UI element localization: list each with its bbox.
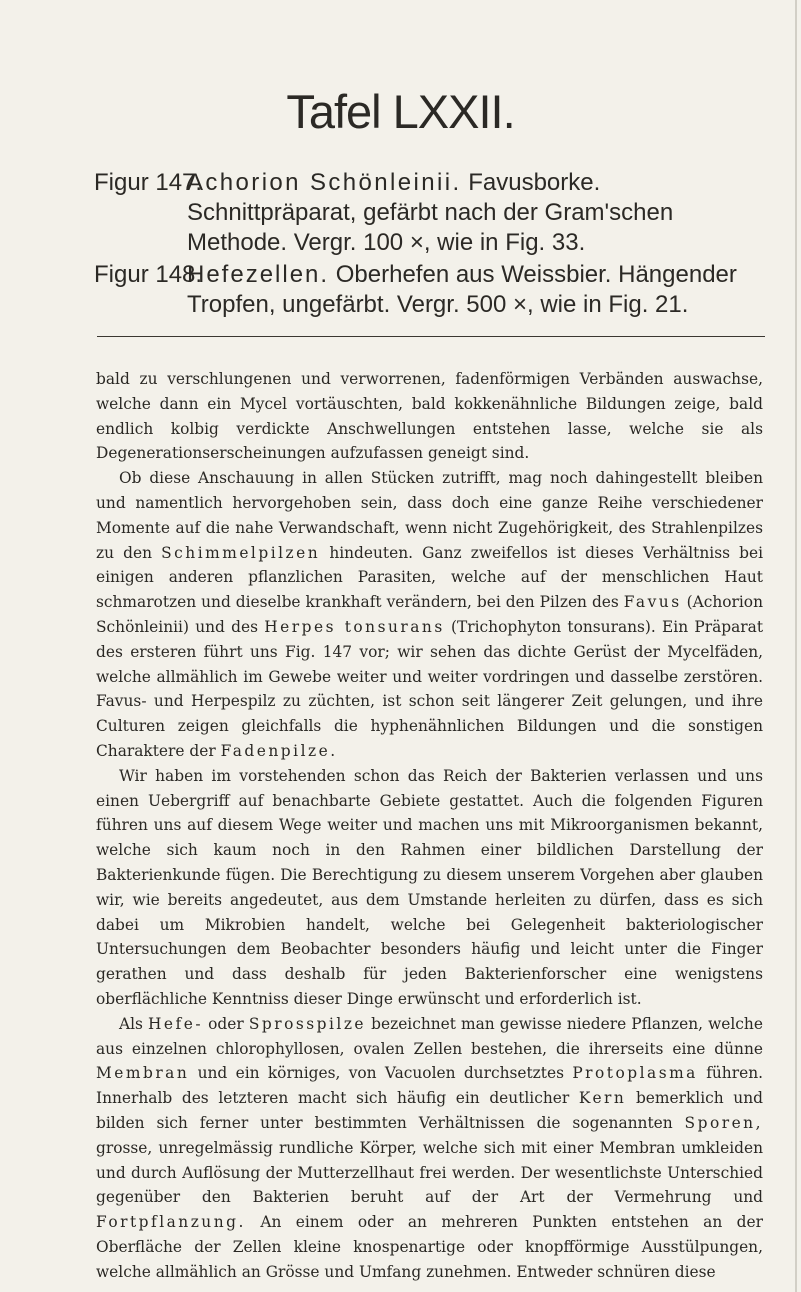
page-edge (795, 0, 797, 1292)
spaced-term: Sprosspilze (248, 1014, 367, 1033)
spaced-term: Fortpflanzung. (96, 1213, 246, 1232)
paragraph-1: bald zu verschlungenen und verworrenen, fadenförmigen Verbänden auswachse, welche dann ein Mycel vortäuschten, bald kokkenähnliche Bildungen zeige, bald endlich kolbig verdickte Anschwellungen entstehen lasse, welche sie als Degenerationserscheinungen aufzufassen geneigt sind. (96, 370, 763, 463)
spaced-term: Membran (96, 1064, 190, 1083)
text-run: Als (119, 1014, 143, 1033)
paragraph-2 (96, 466, 763, 764)
text-run: bemerklich und bilden sich ferner unter bestimmten Verhältnissen die sogenannten (96, 1089, 763, 1132)
text-run: Ob diese Anschauung in allen Stücken zutrifft, mag noch dahingestellt bleiben und namentlich hervorgehoben sein, dass doch eine ganze Reihe verschiedener Momente auf die nahe Verwandschaft, wenn nicht Zugehörigkeit, des Strahlenpilzes zu den (96, 469, 763, 562)
spaced-term: Herpes tonsurans (264, 617, 445, 636)
spaced-term: Protoplasma (572, 1064, 698, 1083)
text-run: An einem oder an mehreren Punkten entstehen an der Oberfläche der Zellen kleine knospenartige oder knopfförmige Ausstülpungen, welche allmählich an Grösse und Umfang zunehmen. Entweder schnüren diese (96, 1213, 763, 1281)
figure-label: Figur 148. (94, 261, 203, 288)
text-run: führen. Innerhalb des letzteren macht sich häufig ein deutlicher (96, 1064, 763, 1108)
separator-rule (97, 336, 765, 337)
spaced-term: Favus (623, 593, 682, 612)
text-run: (Achorion Schönleinii) und des (96, 593, 763, 636)
text-run: bezeichnet man gewisse niedere Pflanzen, welche aus einzelnen chlorophyllosen, ovalen Zellen bestehen, die ihrerseits eine dünne (96, 1014, 763, 1058)
paragraph-4 (96, 1012, 763, 1285)
spaced-term: Kern (578, 1089, 627, 1108)
text-run: grosse, unregelmässig rundliche Körper, welche sich mit einer Membran umkleiden und durch Auflösung der Mutterzellhaut frei werden. Der wesentlichste Unterschied gegenüber den Bakterien beruht auf der Art der Vermehrung und (96, 1138, 763, 1207)
text-run: und ein körniges, von Vacuolen durchsetztes (197, 1064, 564, 1083)
text-run: (Trichophyton tonsurans). Ein Präparat des ersteren führt uns Fig. 147 vor; wir sehen das dichte Gerüst der Mycelfäden, welche allmählich im Gewebe weiter und weiter vordringen und dasselbe zerstören. Favus- und Herpespilz zu züchten, ist schon seit längerer Zeit gelungen, und ihre Culturen zeigen gleichfalls die hyphenähnlichen Bildungen und die sonstigen Charaktere der (96, 617, 764, 760)
spaced-term: Schimmelpilzen (161, 543, 321, 562)
figure-text: Oberhefen aus Weissbier. Hängender Tropfen, ungefärbt. Vergr. 500 ×, wie in Fig. 21. (187, 261, 737, 318)
spaced-term: Fadenpilze. (220, 741, 338, 760)
paragraph-3: Wir haben im vorstehenden schon das Reich der Bakterien verlassen und uns einen Uebergriff auf benachbarte Gebiete gestattet. Auch die folgenden Figuren führen uns auf diesem Wege weiter und machen uns mit Mikroorganismen bekannt, welche sich kaum noch in den Rahmen einer bildlichen Darstellung der Bakterienkunde fügen. Die Berechtigung zu diesem unserem Vorgehen aber glauben wir, wie bereits angedeutet, aus dem Umstande herleiten zu dürfen, dass es sich dabei um Mikrobien handelt, welche bei Gelegenheit bakteriologischer Untersuchungen dem Beobachter besonders häufig und leicht unter die Finger gerathen und dass deshalb für jeden Bakterienforscher eine wenigstens oberflächliche Kenntniss dieser Dinge erwünscht und erforderlich ist. (96, 766, 763, 1008)
figure-caption-147 (94, 168, 762, 258)
figure-label: Figur 147. (94, 169, 203, 196)
plate-title: Tafel LXXII. (286, 85, 515, 138)
text-run: hindeuten. Ganz zweifellos ist dieses Verhältniss bei einigen anderen pflanzlichen Parasiten, welche auf der menschlichen Haut schmarotzen und dieselbe krankhaft verändern, bei den Pilzen des (96, 543, 763, 612)
body-text (96, 367, 763, 1284)
spaced-term: Hefe- (148, 1014, 204, 1033)
figure-organism-name: Hefezellen. (187, 261, 330, 288)
figure-organism-name: Achorion Schönleinii. (187, 169, 462, 196)
text-run: oder (208, 1014, 244, 1033)
figure-description (187, 168, 762, 258)
figure-caption-148 (94, 260, 762, 320)
figure-text: Favusborke. Schnittpräparat, gefärbt nach der Gram'schen Methode. Vergr. 100 ×, wie in Fig. 33. (187, 169, 674, 256)
spaced-term: Sporen, (684, 1113, 763, 1132)
figure-description (187, 260, 762, 320)
